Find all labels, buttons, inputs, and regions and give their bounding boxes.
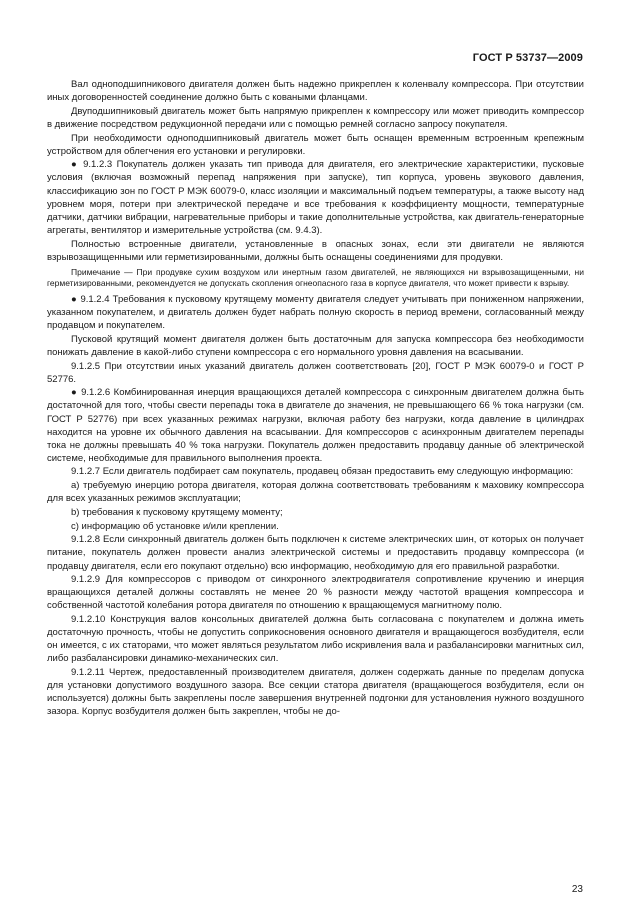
paragraph: Двуподшипниковый двигатель может быть напрямую прикреплен к компрессору или может приводить компрессор в движение посредством редукционной передачи или с помощью ремней согласно запросу покупателя. xyxy=(47,105,584,130)
page-header: ГОСТ Р 53737—2009 xyxy=(472,52,583,64)
paragraph: ● 9.1.2.3 Покупатель должен указать тип привода для двигателя, его электрические характеристики, пусковые условия (включая возможный перепад напряжения при запуске), тип корпуса, уровень звукового давления, классификацию зон по ГОСТ Р МЭК 60079-0, класс изоляции и максимальный подъем температуры, а также высоту над уровнем моря, потери при электрической передаче и все требования к коэффициенту мощности, температурные датчики, датчики вибрации, нагревательные приборы и такие дополнительные устройства, как двигатель-генераторные агрегаты, вентилятор и измерительные устройства (см. 9.4.3). xyxy=(47,159,584,236)
paragraph: 9.1.2.9 Для компрессоров с приводом от синхронного электродвигателя сопротивление кручению и инерция вращающихся деталей должны составлять не менее 20 % разности между частотой вращения компрессора и собственной частотой колебания ротора двигателя по отношению к вращающемуся магнитному полю. xyxy=(47,574,584,612)
paragraph: 9.1.2.10 Конструкция валов консольных двигателей должна быть согласована с покупателем и должна иметь достаточную прочность, чтобы не допустить соприкосновения основного двигателя и вращающегося возбудителя, если он имеется, с их статорами, что может являться результатом либо искривления вала и разбалансировки магнитных сил, либо разбалансировки динамико-механических сил. xyxy=(47,614,584,665)
list-item: c) информацию об установке и/или креплении. xyxy=(71,520,279,532)
page-number: 23 xyxy=(571,884,583,895)
paragraph: Пусковой крутящий момент двигателя должен быть достаточным для запуска компрессора без необходимости понижать давление в какой-либо ступени компрессора с его нормального уровня давления на всасывании. xyxy=(47,333,584,358)
paragraph: 9.1.2.11 Чертеж, предоставленный производителем двигателя, должен содержать данные по пределам допуска для установки допустимого воздушного зазора. Все секции статора двигателя (вращающегося возбудителя, если он используется) должны быть закреплены после завершения внутренней подгонки для установления нужного воздушного зазора. Корпус возбудителя должен быть закреплен, чтобы не до- xyxy=(47,667,584,718)
paragraph: ● 9.1.2.6 Комбинированная инерция вращающихся деталей компрессора с синхронным двигателем должна быть достаточной для того, чтобы свести перепады тока в двигателе до значения, не превышающего 66 % тока нагрузки (см. ГОСТ Р 52776) при всех указанных режимах нагрузки, включая работу без нагрузки, когда давление в цилиндрах находится на уровне их обычного давления на всасывании. Для компрессоров с асинхронным двигателем перепады тока не должны превышать 40 % тока нагрузки. Покупатель должен предоставить продавцу данные об электрической системе, необходимые для правильного выполнения проекта. xyxy=(47,387,584,464)
paragraph: Полностью встроенные двигатели, установленные в опасных зонах, если эти двигатели не являются взрывозащищенными или герметизированными, должны быть оснащены соединениями для продувки. xyxy=(47,238,584,263)
list-item: b) требования к пусковому крутящему моменту; xyxy=(71,506,283,518)
paragraph: 9.1.2.5 При отсутствии иных указаний двигатель должен соответствовать [20], ГОСТ Р МЭК 60079-0 и ГОСТ Р 52776. xyxy=(47,360,584,385)
paragraph: 9.1.2.7 Если двигатель подбирает сам покупатель, продавец обязан предоставить ему следующую информацию: xyxy=(71,466,574,478)
paragraph: Вал одноподшипникового двигателя должен быть надежно прикреплен к коленвалу компрессора. При отсутствии иных договоренностей соединение должно быть с коваными фланцами. xyxy=(47,79,584,104)
paragraph: 9.1.2.8 Если синхронный двигатель должен быть подключен к системе электрических шин, от которых он получает питание, покупатель должен провести анализ электрической системы и предоставить продавцу компрессора (и продавцу двигателя, если его покупают отдельно) всю информацию, необходимую для его правильной разработки. xyxy=(47,534,584,572)
note-paragraph: Примечание — При продувке сухим воздухом или инертным газом двигателей, не являющихся ни взрывозащищенными, ни герметизированными, рекомендуется не допускать скопления огнеопасного газа в корпусе двигателя, что может привести к взрыву. xyxy=(47,266,584,289)
document-body xyxy=(47,78,584,719)
paragraph: При необходимости одноподшипниковый двигатель может быть оснащен временным встроенным крепежным устройством для облегчения его установки и регулировки. xyxy=(47,132,584,157)
list-item: a) требуемую инерцию ротора двигателя, которая должна соответствовать требованиям к маховику компрессора для всех указанных режимов эксплуатации; xyxy=(47,480,584,505)
paragraph: ● 9.1.2.4 Требования к пусковому крутящему моменту двигателя следует учитывать при пониженном напряжении, указанном покупателем, и двигатель должен будет набрать полную скорость в период времени, согласованный между продавцом и покупателем. xyxy=(47,293,584,332)
